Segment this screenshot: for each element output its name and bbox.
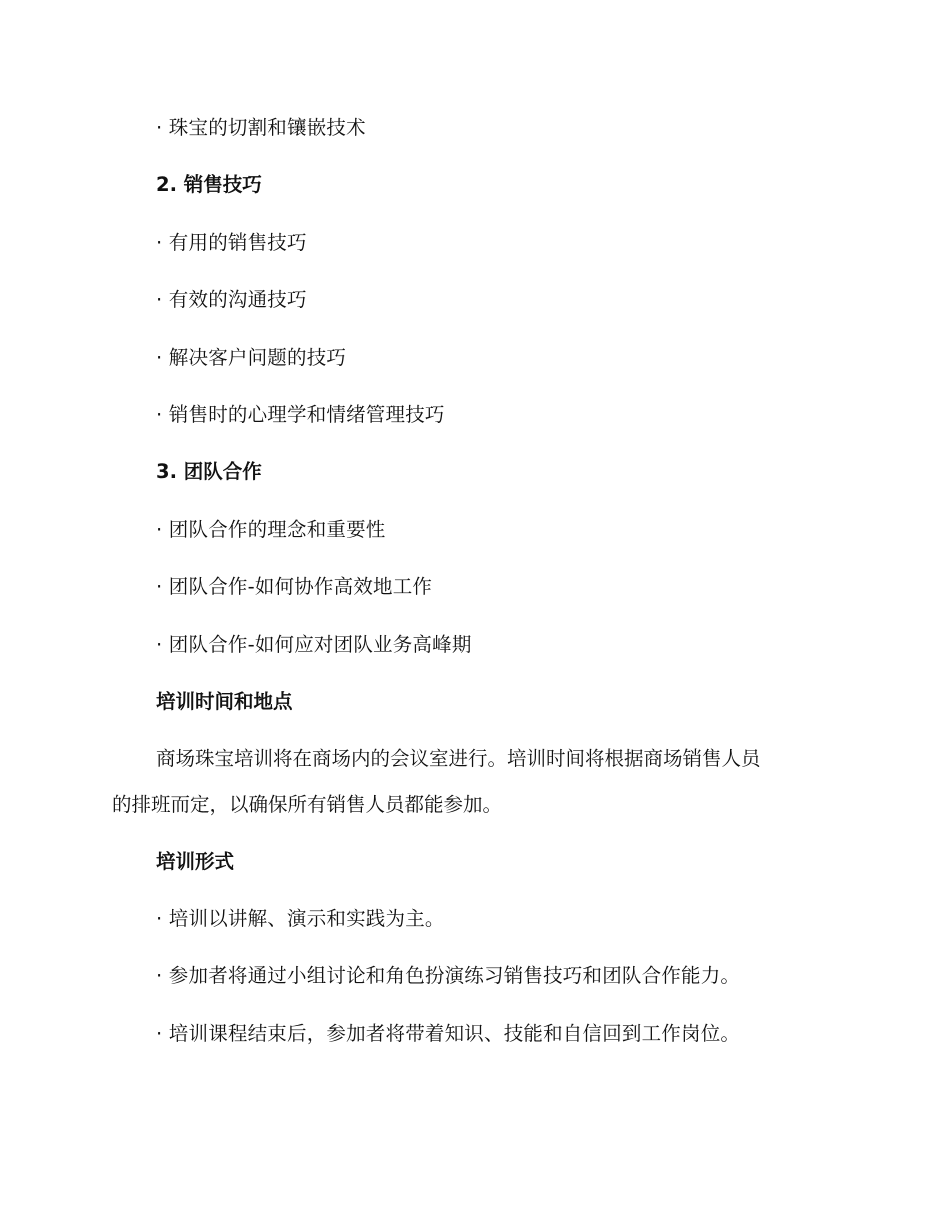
section-heading-format: 培训形式 [156,850,235,873]
section-heading-sales: 2. 销售技巧 [156,173,262,196]
team-item: · 团队合作的理念和重要性 [156,518,386,541]
format-item: · 参加者将通过小组讨论和角色扮演练习销售技巧和团队合作能力。 [156,964,741,987]
paragraph-line: 的排班而定，以确保所有销售人员都能参加。 [112,793,503,816]
format-item: · 培训以讲解、演示和实践为主。 [156,907,445,930]
sales-item: · 销售时的心理学和情绪管理技巧 [156,403,445,426]
sales-item: · 有效的沟通技巧 [156,288,307,311]
time-place-paragraph [112,745,832,819]
sales-item: · 有用的销售技巧 [156,231,307,254]
section-heading-team: 3. 团队合作 [156,460,262,483]
section-heading-time-place: 培训时间和地点 [156,690,293,713]
format-item: · 培训课程结束后，参加者将带着知识、技能和自信回到工作岗位。 [156,1022,741,1045]
sales-item: · 解决客户问题的技巧 [156,346,347,369]
team-item: · 团队合作-如何应对团队业务高峰期 [156,633,472,656]
bullet-item-cutting: · 珠宝的切割和镶嵌技术 [156,116,366,139]
paragraph-line: 商场珠宝培训将在商场内的会议室进行。培训时间将根据商场销售人员 [156,747,761,770]
team-item: · 团队合作-如何协作高效地工作 [156,575,433,598]
